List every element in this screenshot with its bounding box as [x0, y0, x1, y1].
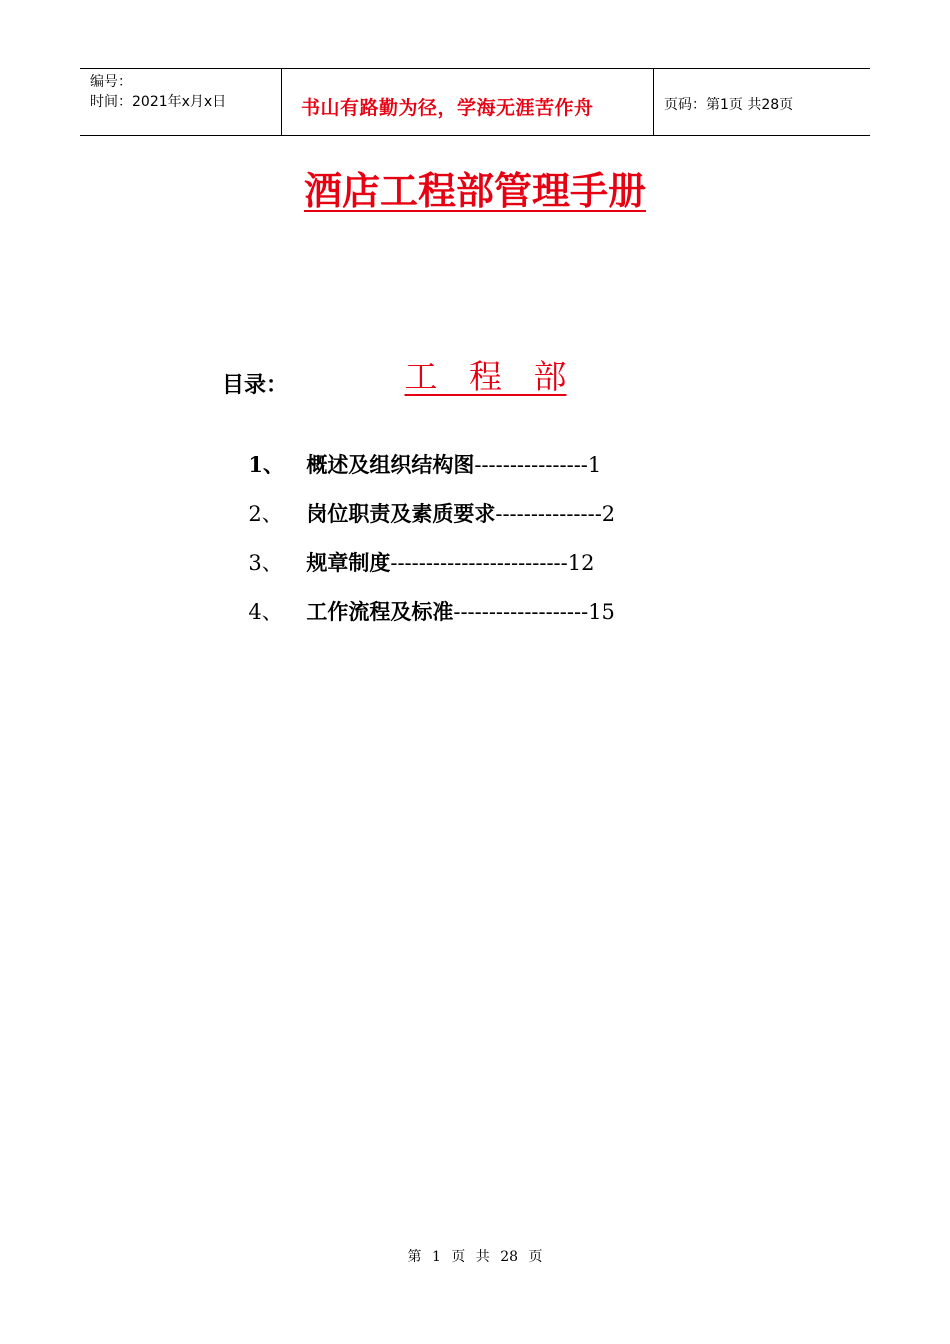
toc-item[interactable]	[235, 567, 615, 627]
toc-item-leader: ----------------	[474, 453, 588, 477]
department-title	[0, 312, 950, 398]
toc-item-page: 15	[588, 600, 615, 624]
toc-item-number: 3、	[248, 551, 283, 575]
toc-item-leader: ---------------	[495, 502, 602, 526]
toc-item-page: 12	[567, 551, 595, 575]
header-page-info: 页码：第1页 共28页	[664, 97, 794, 113]
document-title	[0, 160, 950, 215]
toc-item-number: 1、	[248, 452, 284, 477]
header-motto: 书山有路勤为径，学海无涯苦作舟	[281, 69, 654, 135]
toc-item-text: 规章制度	[306, 551, 391, 575]
header-meta	[80, 69, 281, 135]
time-label: 时间：2021年x月x日	[90, 94, 227, 110]
toc-item-page: 1	[587, 453, 602, 477]
toc-item-number: 4、	[248, 600, 283, 624]
document-header	[80, 68, 870, 136]
toc-item-page: 2	[601, 502, 616, 526]
toc-item-leader: -------------------------	[390, 551, 568, 575]
toc-item-text: 岗位职责及素质要求	[306, 502, 496, 526]
page-footer: 第 1 页 共 28 页	[407, 1249, 543, 1265]
document-title-text: 酒店工程部管理手册	[303, 168, 646, 213]
toc-heading: 目录：	[222, 373, 289, 398]
toc-item-text: 工作流程及标准	[306, 600, 454, 624]
toc-item-text: 概述及组织结构图	[306, 453, 475, 477]
department-title-text: 工 程 部	[404, 357, 567, 396]
toc-item-leader: -------------------	[453, 600, 589, 624]
code-label: 编号：	[90, 74, 132, 90]
toc-item-number: 2、	[248, 502, 283, 526]
